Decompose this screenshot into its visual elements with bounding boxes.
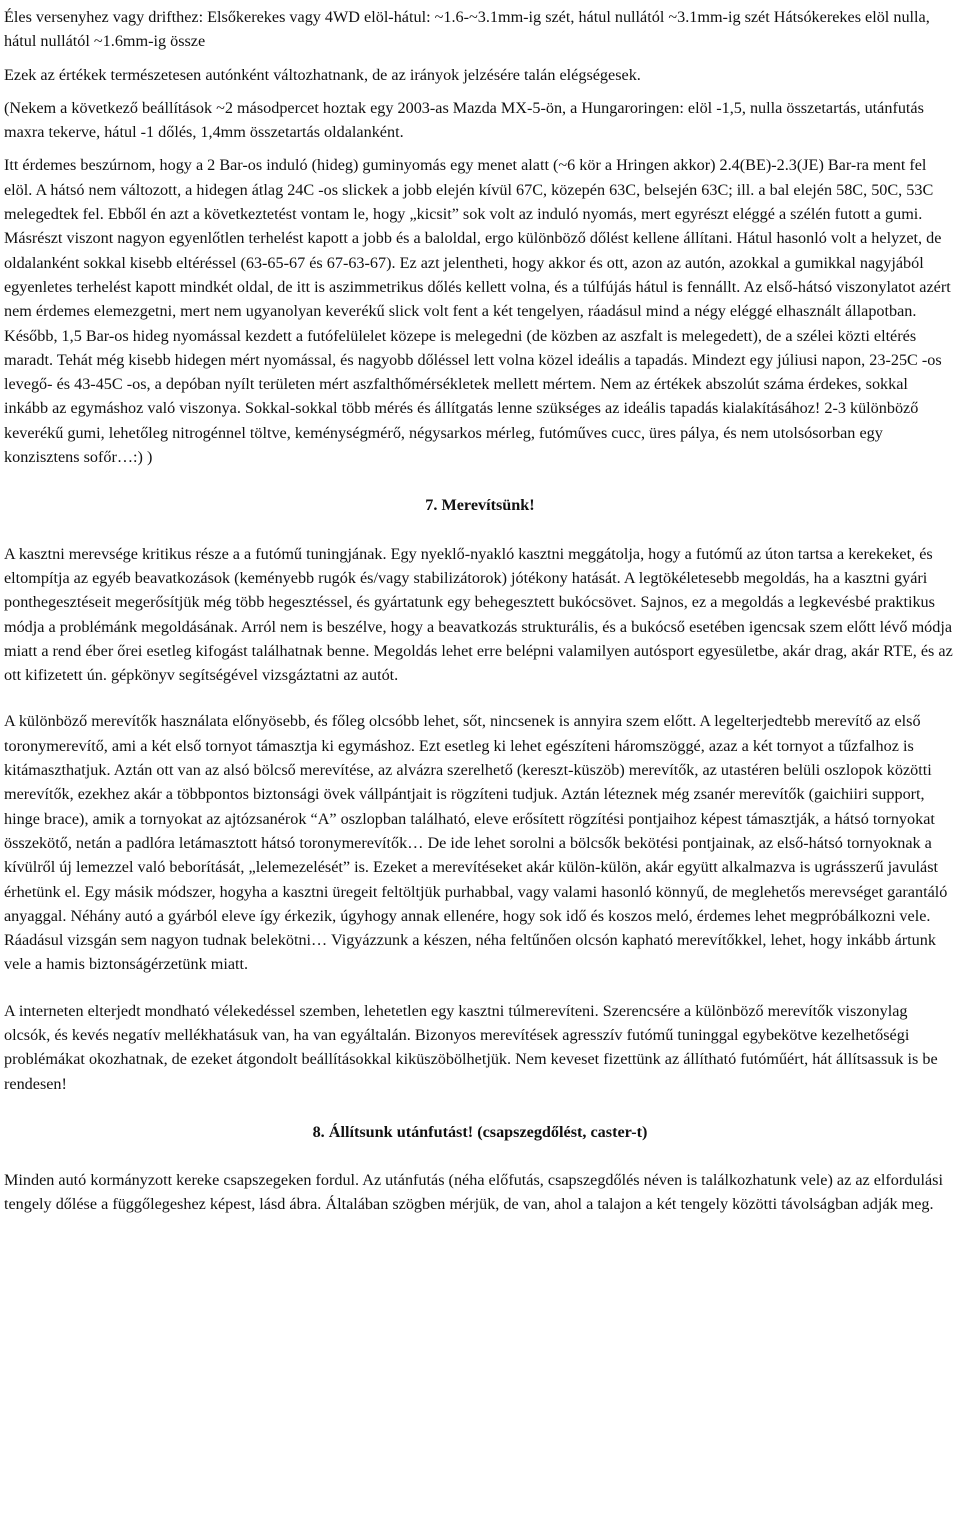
paragraph-braces: A különböző merevítők használata előnyösebb, és főleg olcsóbb lehet, sőt, nincsenek is annyira szem előtt. A legelterjedtebb merevítő az első toronymerevítő, ami a két első tornyot támasztja ki egymáshoz. Ezt esetleg ki lehet egészíteni háromszöggé, azaz a két tornyot a tűzfalhoz is kitámaszthatjuk. Aztán ott van az alsó bölcső merevítése, az alvázra szerelhető (kereszt-küszöb) merevítők, az utastéren belüli oszlopok közötti merevítők, ezekhez akár a többpontos biztonsági övek vállpántjait is rögzíteni tudjuk. Aztán léteznek még zsanér merevítők (gaichiiri support, hinge brace), amik a tornyokat az ajtózsanérok “A” oszlopban található, eleve erősített rögzítési pontjaihoz képest támasztják, a hátsó tornyokat összekötő, netán a padlóra letámasztott hátsó toronymerevítők… De ide lehet sorolni a bölcsők bekötési pontjainak, az első-hátsó tornyoknak a kívülről új lemezzel való beborítását, „lelemezelését” is. Ezeket a merevítéseket akár külön-külön, akár együtt alkalmazva is ugrásszerű javulást érhetünk el. Egy másik módszer, hogyha a kasztni üregeit feltöltjük purhabbal, vagy valami hasonló könnyű, de meglehetős merevséget garantáló anyaggal. Néhány autó a gyárból eleve így érkezik, úgyhogy annak ellenére, hogy sok idő és koszos meló, érdemes lehet megpróbálkozni vele. Ráadásul vizsgán sem nagyon tudnak belekötni… Vigyázzunk a készen, néha feltűnően olcsón kapható merevítőkkel, lehet, hogy inkább ártunk vele a hamis biztonságérzetünk miatt. <box>4 712 948 974</box>
paragraph-race-settings: Éles versenyhez vagy drifthez: Elsőkerekes vagy 4WD elöl-hátul: ~1.6-~3.1mm-ig szét, hátul nullától ~3.1mm-ig szét Hátsókerekes elöl nulla, hátul nullától ~1.6mm-ig össze <box>4 8 930 51</box>
paragraph-tire-pressure: Itt érdemes beszúrnom, hogy a 2 Bar-os induló (hideg) guminyomás egy menet alatt (~6 kör a Hringen akkor) 2.4(BE)-2.3(JE) Bar-ra ment fel elöl. A hátsó nem változott, a hidegen átlag 24C -os slickek a jobb elején kívül 67C, közepén 63C, belsején 63C; ill. a bal elején 58C, 50C, 53C melegedtek fel. Ebből én azt a következtetést vontam le, hogy „kicsit” sok volt az induló nyomás, mert egyrészt eléggé a szélén futott a gumi. Másrészt viszont nagyon egyenlőtlen terhelést kapott a jobb és a baloldal, ergo különböző dőlést kellene állítani. Hátul hasonló volt a helyzet, de oldalanként sokkal kisebb eltéréssel (63-65-67 és 67-63-67). Ez azt jelentheti, hogy akkor és ott, azon az autón, azokkal a gumikkal nagyjából egyenletes terhelést kapott mindkét oldal, de itt is aszimmetrikus dőlés kellett volna, és a túlfújás hátul is fennállt. Az első-hátsó viszonylatot azért nem érdemes elemezgetni, mert nem ugyanolyan keverékű slick volt fent a két tengelyen, ráadásul mind a négy eléggé elhasznált állapotban. Később, 1,5 Bar-os hideg nyomással kezdett a futófelülelet közepe is melegedni (de közben az aszfalt is melegedett), de a szélei közti eltérés maradt. Tehát még kisebb hidegen mért nyomással, és nagyobb dőléssel lett volna közel ideális a tapadás. Mindezt egy júliusi napon, 23-25C -os levegő- és 43-45C -os, a depóban nyílt területen mért aszfalthőmérsékletek mellett mértem. Nem az értékek abszolút száma érdekes, sokkal inkább az egymáshoz való viszonya. Sokkal-sokkal több mérés és állítgatás lenne szükséges az ideális tapadás kialakításához! 2-3 különböző keverékű gumi, lehetőleg nitrogénnel töltve, keménységmérő, négysarkos mérleg, futóműves cucc, üres pálya, és nem utolsósorban egy konzisztens sofőr…:) ) <box>4 156 951 467</box>
paragraph-over-stiffening: A interneten elterjedt mondható vélekedéssel szemben, lehetetlen egy kasztni túlmerevíteni. Szerencsére a különböző merevítők viszonylag olcsók, és kevés negatív mellékhatásuk van, ha van egyáltalán. Bizonyos merevítések agresszív futómű tuninggal egybekötve kezelhetőségi problémákat okozhatnak, de ezeket átgondolt beállításokkal kiküszöbölhetjük. Nem keveset fizettünk az állítható futóműért, hát állítsassuk is be rendesen! <box>4 1001 938 1093</box>
paragraph-body-stiffness: A kasztni merevsége kritikus része a a futómű tuningjának. Egy nyeklő-nyakló kasztni meggátolja, hogy a futómű az úton tartsa a kerekeket, és eltompítja az egyéb beavatkozások (keményebb rugók és/vagy stabilizátorok) jótékony hatását. A legtökéletesebb megoldás, ha a kasztni gyári ponthegesztéseit megerősítjük még több hegesztéssel, és gyártatunk egy behegesztett bukócsövet. Sajnos, ez a megoldás a legkevésbé praktikus módja a problémánk megoldásának. Arról nem is beszélve, hogy a beavatkozás strukturális, és a bukócső esetében igencsak szem előtt lévő módja miatt a rend éber őrei esetleg kifogást találhatnak benne. Megoldás lehet erre belépni valamilyen autósport egyesületbe, akár drag, akár RTE, és az ott kifizetett ún. gépkönyv segítségével vizsgáztatni az autót. <box>4 544 953 685</box>
paragraph-caster: Minden autó kormányzott kereke csapszegeken fordul. Az utánfutás (néha előfutás, csapszegdőlés néven is találkozhatunk vele) az az elfordulási tengely dőlése a függőlegeshez képest, lásd ábra. Általában szögben mérjük, de van, ahol a talajon a két tengely közötti távolságban adják meg. <box>4 1171 943 1214</box>
paragraph-personal-settings: (Nekem a következő beállítások ~2 másodpercet hoztak egy 2003-as Mazda MX-5-ön, a Hungaroringen: elöl -1,5, nulla összetartás, utánfutás maxra tekerve, hátul -1 dőlés, 1,4mm összetartás oldalanként. <box>4 98 924 142</box>
section-heading-7: 7. Merevítsünk! <box>425 496 535 515</box>
section-heading-8: 8. Állítsunk utánfutást! (csapszegdőlést, caster-t) <box>312 1122 648 1141</box>
paragraph-values-note: Ezek az értékek természetesen autónként változhatnank, de az irányok jelzésére talán elégségesek. <box>4 65 641 84</box>
